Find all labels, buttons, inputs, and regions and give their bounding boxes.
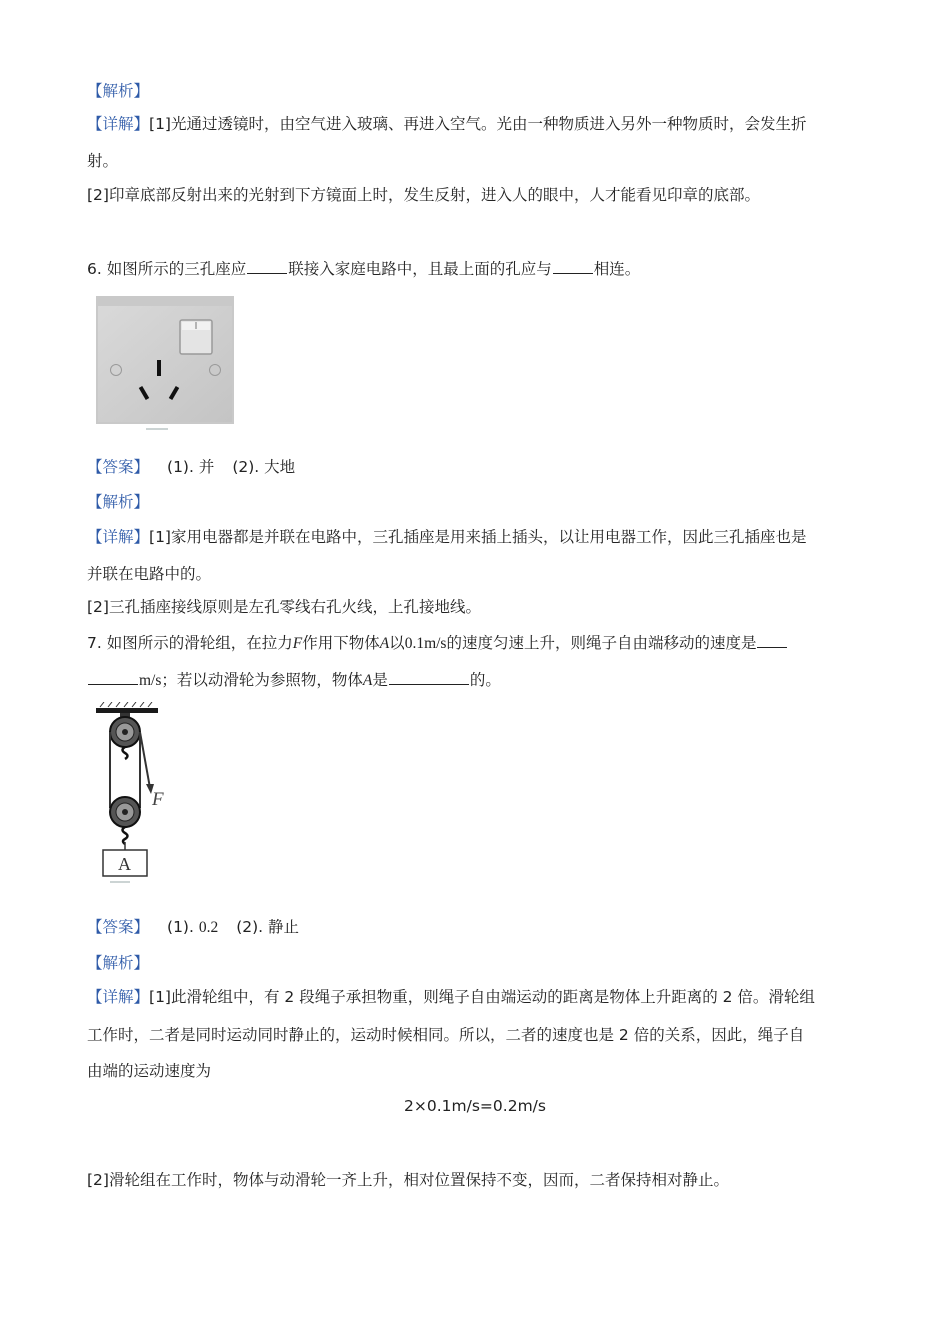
q5-detail-tag: 【详解】 <box>87 115 150 133</box>
q7-detail-line-3: 由端的运动速度为 <box>87 1062 212 1080</box>
q7-question-line-1 <box>87 632 788 655</box>
q7-question-f: 是 <box>372 671 388 689</box>
q6-analysis-tag: 【解析】 <box>87 493 150 511</box>
q7-var-A2: A <box>362 672 373 689</box>
q6-answer-2: (2). 大地 <box>232 458 296 476</box>
q6-detail-line-2: 并联在电路中的。 <box>87 565 212 583</box>
q6-question-b: 联接入家庭电路中，且最上面的孔应与 <box>288 260 552 278</box>
q5-detail-text-1: [1]光通过透镜时，由空气进入玻璃、再进入空气。光由一种物质进入另外一种物质时，会发生折 <box>149 115 807 133</box>
q7-speed: 0.1m/s <box>404 635 447 652</box>
q6-answer-line <box>87 456 295 478</box>
q6-detail-text-1: [1]家用电器都是并联在电路中，三孔插座是用来插上插头，以让用电器工作，因此三孔插座也是 <box>149 528 807 546</box>
q6-blank-2[interactable] <box>553 258 593 274</box>
q7-answer-line <box>87 916 299 939</box>
q7-answer-1a: (1). <box>167 918 199 936</box>
socket-earth-hole <box>157 360 161 376</box>
q7-detail-tag: 【详解】 <box>87 988 150 1006</box>
q7-question-g: 的。 <box>469 671 501 689</box>
q7-var-F: F <box>292 635 303 652</box>
q6-blank-1[interactable] <box>247 258 287 274</box>
q7-question-d: 的速度匀速上升，则绳子自由端移动的速度是 <box>446 634 757 652</box>
q7-answer-1b: 0.2 <box>198 919 219 936</box>
q6-question-c: 相连。 <box>593 260 641 278</box>
q6-answer-1: (1). 并 <box>167 458 215 476</box>
pulley-system-figure <box>94 702 184 888</box>
q6-answer-tag: 【答案】 <box>87 458 150 476</box>
q7-question-e: m/s；若以动滑轮为参照物，物体 <box>139 672 363 689</box>
figure-label-A: A <box>118 854 131 874</box>
q7-answer-2: (2). 静止 <box>236 918 300 936</box>
q7-detail-line-1 <box>87 986 815 1008</box>
q7-var-A: A <box>379 635 390 652</box>
q5-detail-line-3: [2]印章底部反射出来的光射到下方镜面上时，发生反射，进入人的眼中，人才能看见印章的底部。 <box>87 186 760 204</box>
q7-equation: 2×0.1m/s=0.2m/s <box>404 1097 546 1115</box>
q6-detail-tag: 【详解】 <box>87 528 150 546</box>
three-pin-socket-figure <box>96 296 236 432</box>
ceiling-bar <box>96 708 158 713</box>
q6-detail-line-3: [2]三孔插座接线原则是左孔零线右孔火线，上孔接地线。 <box>87 598 481 616</box>
q7-question-a: 7. 如图所示的滑轮组，在拉力 <box>87 634 293 652</box>
q7-detail-line-2: 工作时，二者是同时运动同时静止的，运动时候相同。所以，二者的速度也是 2 倍的关系，因此，绳子自 <box>87 1026 805 1044</box>
q6-detail-line-1 <box>87 526 806 548</box>
q7-blank-2[interactable] <box>389 669 469 685</box>
q7-question-c: 以 <box>389 634 405 652</box>
rope-free-end <box>140 732 150 788</box>
q5-analysis-tag: 【解析】 <box>87 82 150 100</box>
q5-detail-line-1 <box>87 113 806 135</box>
q7-answer-tag: 【答案】 <box>87 918 150 936</box>
figure-label-F: F <box>152 789 164 810</box>
q5-detail-line-2: 射。 <box>87 152 119 170</box>
q7-question-line-2 <box>87 669 501 692</box>
q6-question <box>87 258 640 280</box>
q7-question-b: 作用下物体 <box>302 634 380 652</box>
q7-detail-text-1: [1]此滑轮组中，有 2 段绳子承担物重，则绳子自由端运动的距离是物体上升距离的 2 倍。滑轮组 <box>149 988 815 1006</box>
q6-question-a: 6. 如图所示的三孔座应 <box>87 260 247 278</box>
q7-blank-1b[interactable] <box>88 669 138 685</box>
q7-detail-line-4: [2]滑轮组在工作时，物体与动滑轮一齐上升，相对位置保持不变，因而，二者保持相对静止。 <box>87 1171 729 1189</box>
q7-blank-1a[interactable] <box>757 632 787 648</box>
q7-analysis-tag: 【解析】 <box>87 954 150 972</box>
